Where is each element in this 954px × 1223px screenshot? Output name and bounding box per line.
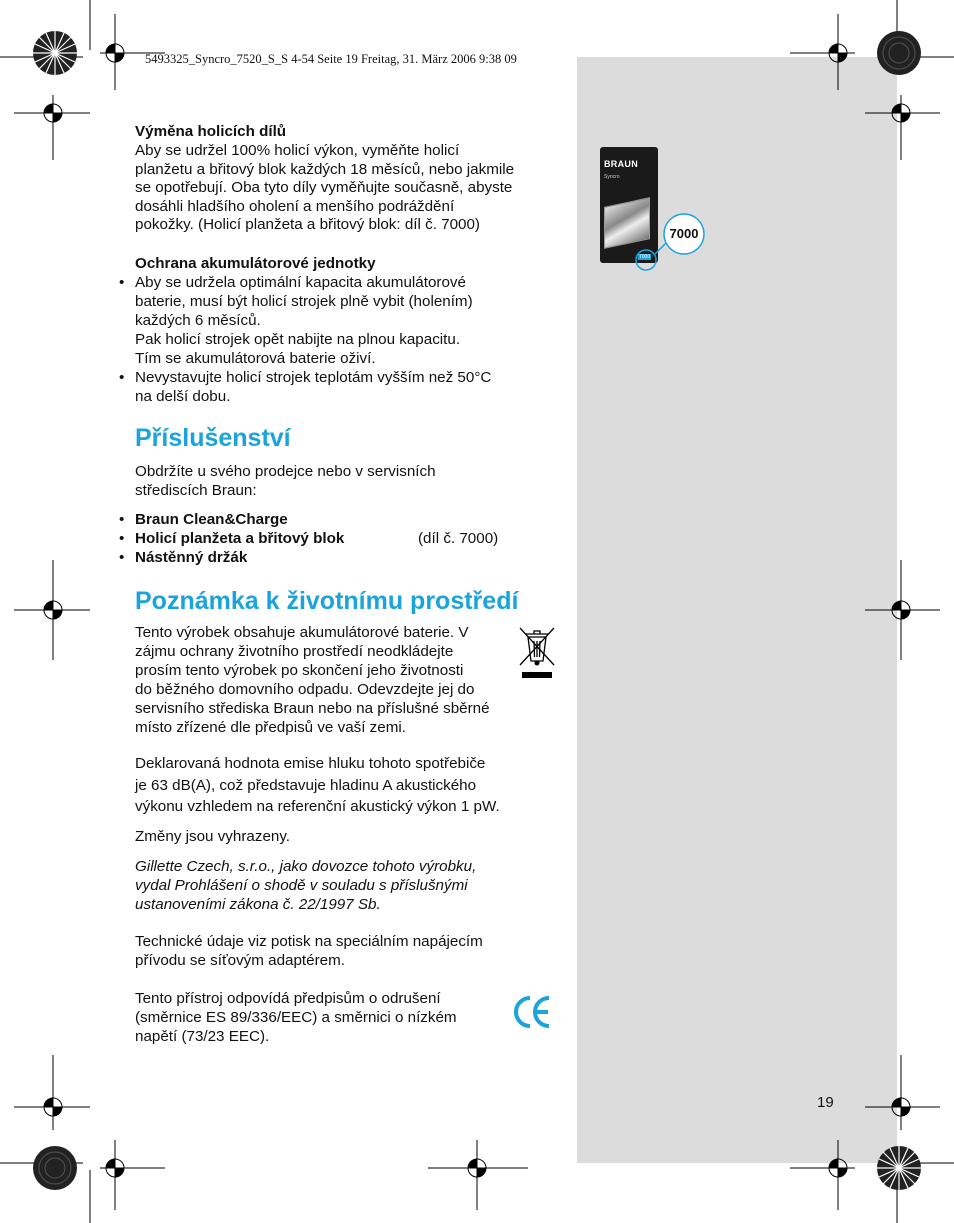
noise-text: je 63 dB(A), což představuje hladinu A akustického [135,777,477,794]
registration-mark [14,1055,90,1130]
accessory-item: Braun Clean&Charge [135,511,288,528]
registration-mark [865,95,940,160]
callout-label: 7000 [669,226,699,241]
package-code: 7000 [639,254,651,260]
star-target [33,31,77,75]
registration-mark [790,1140,855,1210]
star-target [877,31,921,75]
bullet: • [119,530,125,547]
shaving-parts-text: Aby se udržel 100% holicí výkon, vyměňte holicí [135,142,460,159]
battery-text: na delší dobu. [135,388,231,405]
print-header: 5493325_Syncro_7520_S_S 4-54 Seite 19 Freitag, 31. März 2006 9:38 09 [145,52,517,66]
package-model: Syncro [604,174,620,180]
environment-heading: Poznámka k životnímu prostředí [135,587,519,615]
crossed-bin-icon [517,625,557,680]
bullet: • [119,511,125,528]
bullet: • [119,549,125,566]
star-target [33,1146,77,1190]
technical-text: Technické údaje viz potisk na speciálním napájecím [135,933,483,950]
shaving-parts-text: dosáhli hladšího oholení a menšího podráždění [135,198,455,215]
battery-text: Nevystavujte holicí strojek teplotám vyšším než 50°C [135,369,492,386]
noise-text: výkonu vzhledem na referenční akustický výkon 1 pW. [135,798,500,815]
battery-text: Aby se udržela optimální kapacita akumulátorové [135,274,466,291]
registration-mark [865,1055,940,1130]
shaving-parts-text: se opotřebují. Oba tyto díly vyměňujte současně, abyste [135,179,513,196]
compliance-text: napětí (73/23 EEC). [135,1028,270,1045]
environment-text: servisního střediska Braun nebo na příslušné sběrné [135,700,490,717]
shaving-parts-text: planžetu a břitový blok každých 18 měsíců, nebo jakmile [135,161,515,178]
bullet: • [119,369,125,386]
star-target [877,1146,921,1190]
registration-mark [100,1140,165,1210]
environment-text: prosím tento výrobek po skončení jeho životnosti [135,662,464,679]
environment-text: zájmu ochrany životního prostředí neodkládejte [135,643,454,660]
accessory-item: Holicí planžeta a břitový blok [135,530,345,547]
registration-mark [790,14,855,90]
battery-text: Tím se akumulátorová baterie oživí. [135,350,376,367]
battery-text: Pak holicí strojek opět nabijte na plnou kapacitu. [135,331,461,348]
accessories-heading: Příslušenství [135,424,291,452]
ce-mark-icon [512,994,554,1030]
callout-line [630,215,730,275]
declaration-text: Gillette Czech, s.r.o., jako dovozce tohoto výrobku, [135,858,477,875]
environment-text: do běžného domovního odpadu. Odevzdejte jej do [135,681,475,698]
shaving-parts-text: pokožky. (Holicí planžeta a břitový blok: díl č. 7000) [135,216,480,233]
accessories-intro: střediscích Braun: [135,482,257,499]
page-number: 19 [817,1094,834,1111]
compliance-text: (směrnice ES 89/336/EEC) a směrnici o nízkém [135,1009,457,1026]
brand-logo: BRAUN [604,159,638,169]
environment-text: Tento výrobek obsahuje akumulátorové baterie. V [135,624,469,641]
technical-text: přívodu se síťovým adaptérem. [135,952,345,969]
environment-text: místo zřízené dle předpisů ve vaší zemi. [135,719,406,736]
declaration-text: ustanoveními zákona č. 22/1997 Sb. [135,896,381,913]
shaving-parts-title: Výměna holicích dílů [135,123,287,140]
noise-text: Deklarovaná hodnota emise hluku tohoto spotřebiče [135,755,486,772]
accessory-item: Nástěnný držák [135,549,248,566]
compliance-text: Tento přístroj odpovídá předpisům o odrušení [135,990,441,1007]
battery-title: Ochrana akumulátorové jednotky [135,255,376,272]
bullet: • [119,274,125,291]
accessories-intro: Obdržíte u svého prodejce nebo v servisních [135,463,436,480]
declaration-text: vydal Prohlášení o shodě v souladu s příslušnými [135,877,468,894]
battery-text: každých 6 měsíců. [135,312,261,329]
accessory-part-number: (díl č. 7000) [418,530,499,547]
battery-text: baterie, musí být holicí strojek plně vybit (holením) [135,293,473,310]
changes-text: Změny jsou vyhrazeny. [135,828,291,845]
